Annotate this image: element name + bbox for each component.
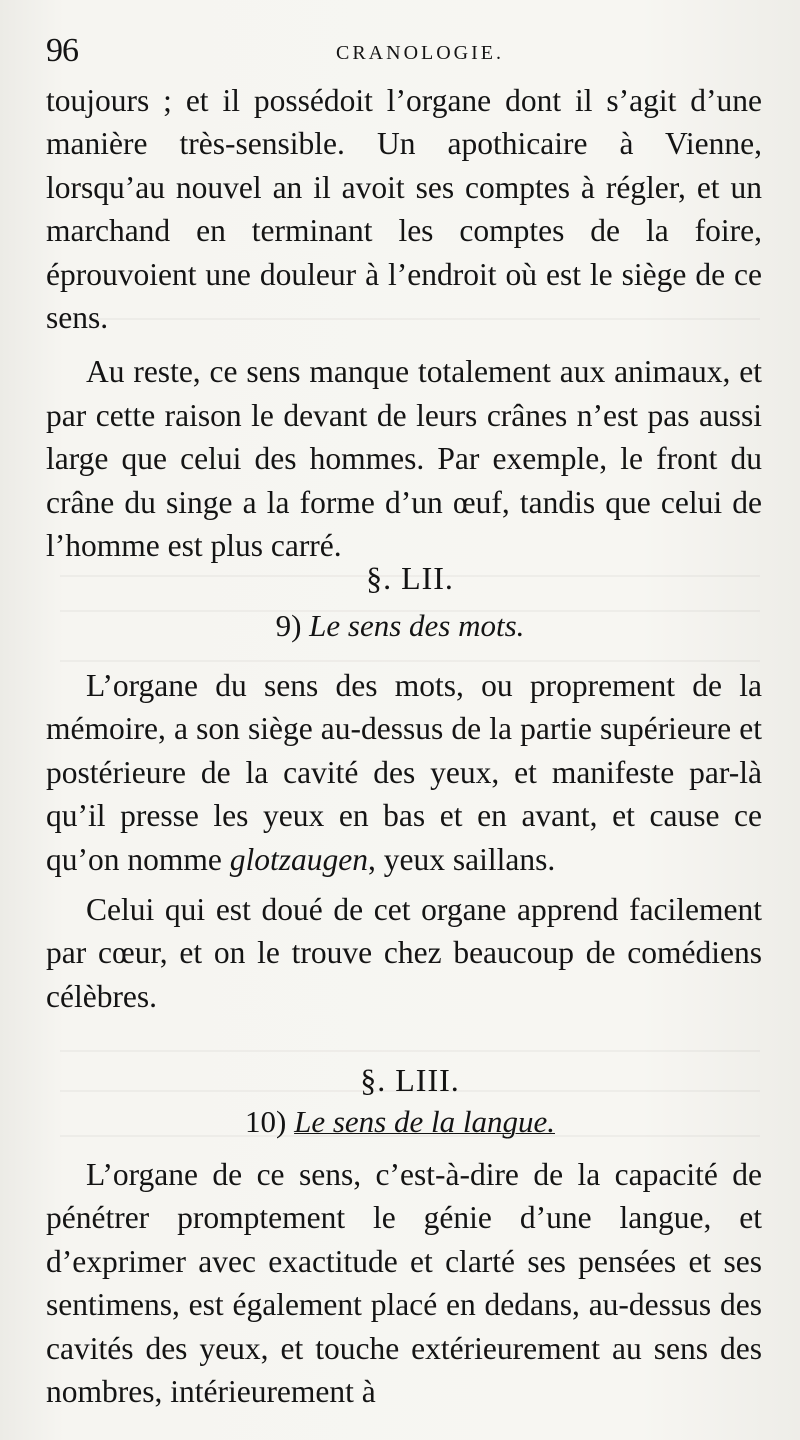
bleed-through-line <box>60 1050 760 1052</box>
text-block-intro <box>46 79 762 567</box>
paragraph-continued: toujours ; et il possédoit l’organe dont il s’agit d’une manière très-sensible. Un apothicaire à Vienne, lorsqu’au nouvel an il avoit ses comptes à régler, et un marchand en terminant les comptes de la foire, éprouvoient une douleur à l’endroit où est le siège de ce sens. <box>46 83 762 336</box>
page-header <box>46 30 760 80</box>
section-title-53 <box>0 1104 800 1140</box>
paragraph-animals: Au reste, ce sens manque totalement aux animaux, et par cette raison le devant de leurs crânes n’est pas aussi large que celui des hommes. Par exemple, le front du crâne du singe a la forme d’un œuf, tandis que celui de l’homme est plus carré. <box>46 354 762 564</box>
section-title-text: Le sens de la langue. <box>294 1104 555 1139</box>
paragraph-language-organ: L’organe de ce sens, c’est-à-dire de la capacité de pénétrer promptement le génie d’une langue, et d’exprimer avec exactitude et clarté ses pensées et ses sentimens, est également placé en dedans, au-dessus des cavités des yeux, et touche extérieurement au sens des nombres, intérieurement à <box>46 1157 762 1410</box>
paragraph-words-organ <box>46 664 762 881</box>
text-block-section-53 <box>46 1153 762 1413</box>
paragraph-text: L’organe du sens des mots, ou proprement de la mémoire, a son siège au-dessus de la partie supérieure et postérieure de la cavité des yeux, et manifeste par-là qu’il presse les yeux en bas et en avant, et cause ce qu’on nomme <box>46 668 762 877</box>
italic-term: glotzaugen <box>229 841 368 877</box>
page-number: 96 <box>46 32 78 69</box>
section-title-number: 9) <box>275 608 302 643</box>
paragraph-text: , yeux saillans. <box>367 841 556 877</box>
paragraph-memory: Celui qui est doué de cet organe apprend facilement par cœur, et on le trouve chez beaucoup de comédiens célèbres. <box>46 892 762 1014</box>
section-title-number: 10) <box>245 1104 287 1139</box>
section-number-52: §. LII. <box>366 560 454 596</box>
text-block-section-52 <box>46 664 762 1018</box>
running-head: CRANOLOGIE. <box>336 42 504 64</box>
section-title-52 <box>0 608 800 644</box>
section-number-53: §. LIII. <box>360 1062 460 1098</box>
section-title-text: Le sens des mots. <box>309 608 525 643</box>
bleed-through-line <box>60 660 760 662</box>
